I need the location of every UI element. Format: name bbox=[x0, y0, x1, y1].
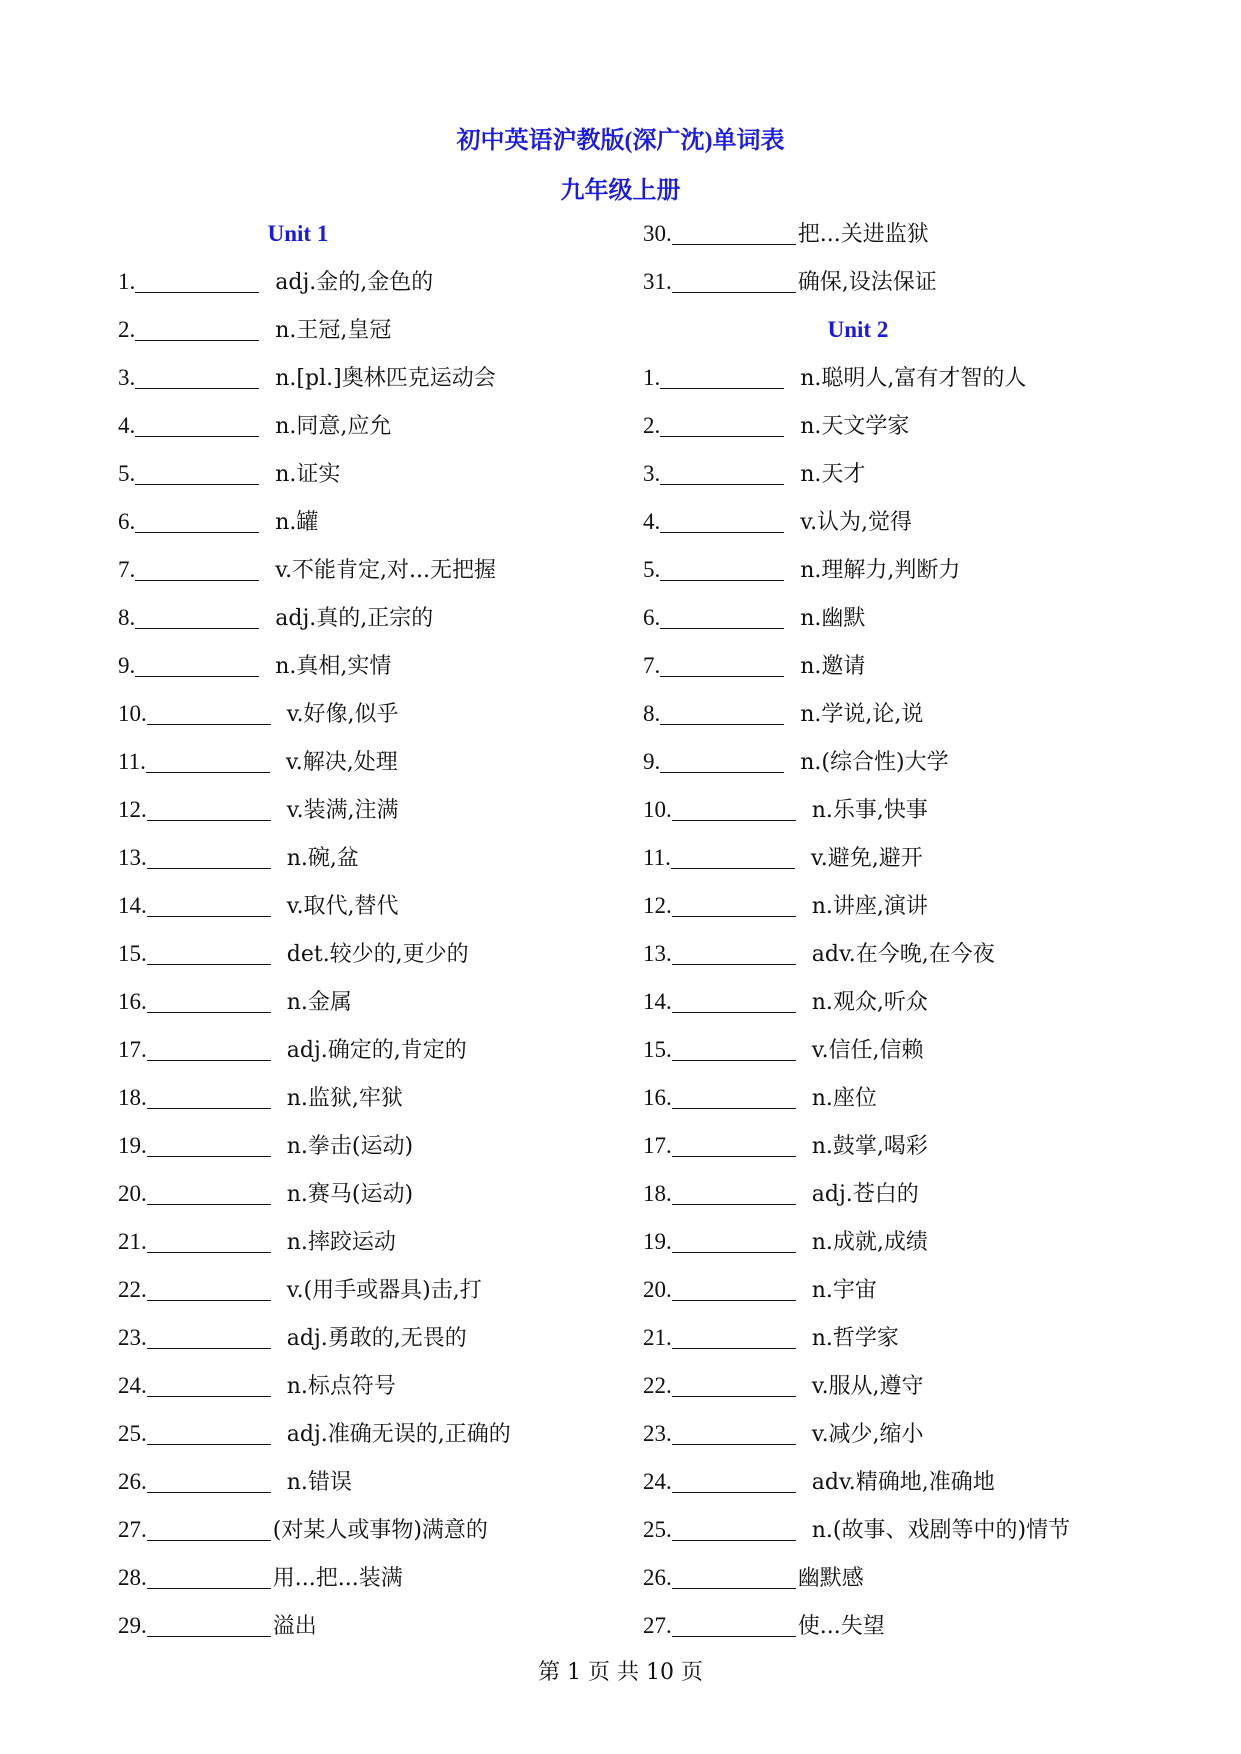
page-subtitle: 九年级上册 bbox=[560, 178, 681, 204]
vocab-item bbox=[643, 1218, 1073, 1266]
answer-blank[interactable] bbox=[660, 358, 784, 389]
item-definition: n.邀请 bbox=[800, 654, 866, 679]
vocab-item bbox=[643, 738, 1073, 786]
vocab-item bbox=[118, 306, 511, 354]
item-number: 13. bbox=[643, 941, 672, 966]
item-definition: n.天才 bbox=[800, 462, 866, 487]
vocab-item bbox=[643, 498, 1073, 546]
item-number: 2. bbox=[118, 317, 136, 342]
answer-blank[interactable] bbox=[147, 790, 271, 821]
item-definition: adj.准确无误的,正确的 bbox=[286, 1422, 511, 1447]
item-definition: n.鼓掌,喝彩 bbox=[811, 1134, 928, 1159]
item-definition: v.取代,替代 bbox=[286, 894, 399, 919]
answer-blank[interactable] bbox=[147, 1606, 271, 1637]
item-number: 9. bbox=[643, 749, 661, 774]
item-number: 3. bbox=[118, 365, 136, 390]
answer-blank[interactable] bbox=[672, 1462, 796, 1493]
answer-blank[interactable] bbox=[135, 598, 259, 629]
item-definition: 幽默感 bbox=[797, 1566, 864, 1591]
vocab-item bbox=[643, 1410, 1073, 1458]
vocab-item bbox=[643, 1170, 1073, 1218]
answer-blank[interactable] bbox=[660, 646, 784, 677]
answer-blank[interactable] bbox=[147, 1126, 271, 1157]
item-number: 6. bbox=[643, 605, 661, 630]
item-number: 12. bbox=[118, 797, 147, 822]
item-number: 5. bbox=[643, 557, 661, 582]
vocab-item bbox=[118, 978, 511, 1026]
item-definition: n.同意,应允 bbox=[275, 414, 392, 439]
vocab-item bbox=[643, 1074, 1073, 1122]
item-definition: v.装满,注满 bbox=[286, 798, 399, 823]
item-definition: n.聪明人,富有才智的人 bbox=[800, 366, 1027, 391]
item-definition: v.减少,缩小 bbox=[811, 1422, 924, 1447]
item-definition: n.成就,成绩 bbox=[811, 1230, 928, 1255]
answer-blank[interactable] bbox=[135, 454, 259, 485]
vocab-item bbox=[643, 834, 1073, 882]
vocab-item bbox=[643, 978, 1073, 1026]
answer-blank[interactable] bbox=[147, 1558, 271, 1589]
item-definition: n.理解力,判断力 bbox=[800, 558, 961, 583]
item-definition: 用...把...装满 bbox=[272, 1566, 403, 1591]
answer-blank[interactable] bbox=[147, 1414, 271, 1445]
vocab-item bbox=[118, 930, 511, 978]
item-number: 19. bbox=[118, 1133, 147, 1158]
answer-blank[interactable] bbox=[147, 1366, 271, 1397]
item-definition: adj.确定的,肯定的 bbox=[286, 1038, 467, 1063]
answer-blank[interactable] bbox=[672, 214, 796, 245]
answer-blank[interactable] bbox=[672, 934, 796, 965]
item-definition: n.监狱,牢狱 bbox=[286, 1086, 403, 1111]
item-definition: n.金属 bbox=[286, 990, 352, 1015]
item-number: 20. bbox=[118, 1181, 147, 1206]
answer-blank[interactable] bbox=[672, 1510, 796, 1541]
item-definition: n.天文学家 bbox=[800, 414, 910, 439]
vocab-item bbox=[643, 882, 1073, 930]
item-definition: n.座位 bbox=[811, 1086, 877, 1111]
item-definition: n.观众,听众 bbox=[811, 990, 928, 1015]
answer-blank[interactable] bbox=[660, 694, 784, 725]
unit-heading-label: Unit 2 bbox=[827, 317, 889, 342]
answer-blank[interactable] bbox=[147, 1030, 271, 1061]
vocab-item bbox=[643, 1506, 1073, 1554]
vocab-item bbox=[643, 930, 1073, 978]
vocab-item bbox=[643, 1554, 1073, 1602]
vocab-item bbox=[643, 1602, 1073, 1650]
vocab-item bbox=[118, 642, 511, 690]
item-number: 26. bbox=[118, 1469, 147, 1494]
item-number: 15. bbox=[643, 1037, 672, 1062]
item-definition: 溢出 bbox=[272, 1614, 317, 1639]
vocab-item bbox=[643, 642, 1073, 690]
answer-blank[interactable] bbox=[672, 1414, 796, 1445]
vocab-item bbox=[118, 882, 511, 930]
answer-blank[interactable] bbox=[135, 406, 259, 437]
answer-blank[interactable] bbox=[147, 1174, 271, 1205]
left-column bbox=[118, 210, 511, 1650]
item-definition: n.王冠,皇冠 bbox=[275, 318, 392, 343]
answer-blank[interactable] bbox=[672, 1270, 796, 1301]
item-number: 16. bbox=[643, 1085, 672, 1110]
vocab-item bbox=[643, 450, 1073, 498]
answer-blank[interactable] bbox=[147, 1318, 271, 1349]
unit-heading bbox=[643, 306, 1073, 354]
item-number: 11. bbox=[118, 749, 146, 774]
answer-blank[interactable] bbox=[135, 262, 259, 293]
answer-blank[interactable] bbox=[147, 694, 271, 725]
item-number: 17. bbox=[118, 1037, 147, 1062]
answer-blank[interactable] bbox=[672, 1078, 796, 1109]
vocab-item bbox=[118, 258, 511, 306]
answer-blank[interactable] bbox=[672, 1606, 796, 1637]
item-definition: v.解决,处理 bbox=[285, 750, 398, 775]
answer-blank[interactable] bbox=[135, 550, 259, 581]
item-definition: n.证实 bbox=[275, 462, 341, 487]
vocab-item bbox=[643, 786, 1073, 834]
item-number: 2. bbox=[643, 413, 661, 438]
item-number: 23. bbox=[118, 1325, 147, 1350]
item-definition: adj.勇敢的,无畏的 bbox=[286, 1326, 467, 1351]
item-number: 29. bbox=[118, 1613, 147, 1638]
answer-blank[interactable] bbox=[672, 886, 796, 917]
vocab-item bbox=[643, 546, 1073, 594]
vocab-item bbox=[643, 1362, 1073, 1410]
answer-blank[interactable] bbox=[660, 454, 784, 485]
page-footer: 第 1 页 共 10 页 bbox=[538, 1660, 703, 1685]
vocab-item bbox=[643, 210, 1073, 258]
item-definition: adj.金的,金色的 bbox=[275, 270, 434, 295]
item-number: 13. bbox=[118, 845, 147, 870]
item-number: 20. bbox=[643, 1277, 672, 1302]
vocab-item bbox=[118, 1362, 511, 1410]
item-definition: n.哲学家 bbox=[811, 1326, 899, 1351]
item-number: 21. bbox=[643, 1325, 672, 1350]
item-definition: n.宇宙 bbox=[811, 1278, 877, 1303]
item-definition: n.(故事、戏剧等中的)情节 bbox=[811, 1518, 1071, 1543]
vocab-item bbox=[643, 690, 1073, 738]
item-definition: n.[pl.]奥林匹克运动会 bbox=[275, 366, 496, 391]
item-number: 11. bbox=[643, 845, 671, 870]
item-definition: v.服从,遵守 bbox=[811, 1374, 924, 1399]
item-number: 27. bbox=[118, 1517, 147, 1542]
item-number: 4. bbox=[118, 413, 136, 438]
vocab-item bbox=[118, 690, 511, 738]
vocab-item bbox=[118, 1410, 511, 1458]
vocab-item bbox=[118, 1602, 511, 1650]
vocab-item bbox=[118, 498, 511, 546]
answer-blank[interactable] bbox=[135, 310, 259, 341]
right-column bbox=[643, 210, 1073, 1650]
vocab-item bbox=[118, 1218, 511, 1266]
item-number: 24. bbox=[118, 1373, 147, 1398]
answer-blank[interactable] bbox=[147, 886, 271, 917]
item-definition: n.摔跤运动 bbox=[286, 1230, 396, 1255]
answer-blank[interactable] bbox=[135, 646, 259, 677]
item-number: 10. bbox=[643, 797, 672, 822]
answer-blank[interactable] bbox=[135, 502, 259, 533]
item-definition: v.好像,似乎 bbox=[286, 702, 399, 727]
item-definition: adj.真的,正宗的 bbox=[275, 606, 434, 631]
answer-blank[interactable] bbox=[147, 838, 271, 869]
item-number: 7. bbox=[643, 653, 661, 678]
vocab-item bbox=[118, 1506, 511, 1554]
item-number: 30. bbox=[643, 221, 672, 246]
item-definition: n.拳击(运动) bbox=[286, 1134, 414, 1159]
item-number: 8. bbox=[118, 605, 136, 630]
item-number: 21. bbox=[118, 1229, 147, 1254]
item-number: 31. bbox=[643, 269, 672, 294]
vocab-item bbox=[643, 594, 1073, 642]
vocab-item bbox=[643, 1122, 1073, 1170]
item-definition: (对某人或事物)满意的 bbox=[272, 1518, 488, 1543]
answer-blank[interactable] bbox=[672, 1126, 796, 1157]
answer-blank[interactable] bbox=[147, 1078, 271, 1109]
item-definition: 确保,设法保证 bbox=[797, 270, 937, 295]
item-number: 8. bbox=[643, 701, 661, 726]
item-number: 24. bbox=[643, 1469, 672, 1494]
answer-blank[interactable] bbox=[147, 1462, 271, 1493]
answer-blank[interactable] bbox=[672, 790, 796, 821]
item-number: 25. bbox=[118, 1421, 147, 1446]
vocab-item bbox=[643, 1266, 1073, 1314]
item-definition: n.罐 bbox=[275, 510, 319, 535]
item-definition: v.信任,信赖 bbox=[811, 1038, 924, 1063]
item-definition: adv.精确地,准确地 bbox=[811, 1470, 995, 1495]
vocab-item bbox=[118, 1458, 511, 1506]
item-number: 22. bbox=[118, 1277, 147, 1302]
vocab-item bbox=[118, 450, 511, 498]
item-number: 22. bbox=[643, 1373, 672, 1398]
vocab-item bbox=[118, 1170, 511, 1218]
vocab-item bbox=[118, 546, 511, 594]
vocab-item bbox=[643, 1314, 1073, 1362]
vocab-item bbox=[118, 1314, 511, 1362]
answer-blank[interactable] bbox=[672, 1030, 796, 1061]
vocab-item bbox=[118, 1026, 511, 1074]
item-number: 7. bbox=[118, 557, 136, 582]
answer-blank[interactable] bbox=[672, 1174, 796, 1205]
item-definition: n.碗,盆 bbox=[286, 846, 359, 871]
vocab-item bbox=[118, 738, 511, 786]
answer-blank[interactable] bbox=[147, 1270, 271, 1301]
page-title: 初中英语沪教版(深广沈)单词表 bbox=[456, 128, 785, 154]
answer-blank[interactable] bbox=[147, 982, 271, 1013]
item-number: 5. bbox=[118, 461, 136, 486]
vocab-item bbox=[118, 786, 511, 834]
answer-blank[interactable] bbox=[147, 1510, 271, 1541]
item-number: 14. bbox=[643, 989, 672, 1014]
unit-heading-label: Unit 1 bbox=[267, 221, 329, 246]
answer-blank[interactable] bbox=[146, 742, 270, 773]
item-number: 25. bbox=[643, 1517, 672, 1542]
vocab-item bbox=[118, 1122, 511, 1170]
answer-blank[interactable] bbox=[672, 982, 796, 1013]
vocab-item bbox=[118, 834, 511, 882]
item-number: 10. bbox=[118, 701, 147, 726]
item-number: 3. bbox=[643, 461, 661, 486]
item-definition: n.标点符号 bbox=[286, 1374, 396, 1399]
item-definition: 把...关进监狱 bbox=[797, 222, 929, 247]
vocab-item bbox=[118, 1074, 511, 1122]
item-number: 17. bbox=[643, 1133, 672, 1158]
vocab-item bbox=[643, 258, 1073, 306]
vocab-item bbox=[643, 1026, 1073, 1074]
item-definition: adj.苍白的 bbox=[811, 1182, 919, 1207]
item-number: 9. bbox=[118, 653, 136, 678]
answer-blank[interactable] bbox=[660, 502, 784, 533]
vocab-item bbox=[118, 402, 511, 450]
answer-blank[interactable] bbox=[660, 598, 784, 629]
item-definition: v.避免,避开 bbox=[810, 846, 923, 871]
item-number: 14. bbox=[118, 893, 147, 918]
item-definition: n.幽默 bbox=[800, 606, 866, 631]
answer-blank[interactable] bbox=[147, 934, 271, 965]
answer-blank[interactable] bbox=[660, 406, 784, 437]
item-definition: 使...失望 bbox=[797, 1614, 885, 1639]
item-number: 16. bbox=[118, 989, 147, 1014]
item-definition: n.真相,实情 bbox=[275, 654, 392, 679]
item-number: 26. bbox=[643, 1565, 672, 1590]
vocab-item bbox=[643, 402, 1073, 450]
vocab-item bbox=[643, 1458, 1073, 1506]
item-number: 23. bbox=[643, 1421, 672, 1446]
answer-blank[interactable] bbox=[672, 1318, 796, 1349]
item-number: 4. bbox=[643, 509, 661, 534]
item-definition: n.讲座,演讲 bbox=[811, 894, 928, 919]
item-definition: v.(用手或器具)击,打 bbox=[286, 1278, 482, 1303]
vocab-item bbox=[118, 594, 511, 642]
answer-blank[interactable] bbox=[671, 838, 795, 869]
item-number: 19. bbox=[643, 1229, 672, 1254]
item-number: 6. bbox=[118, 509, 136, 534]
item-number: 1. bbox=[643, 365, 661, 390]
item-number: 28. bbox=[118, 1565, 147, 1590]
answer-blank[interactable] bbox=[672, 262, 796, 293]
item-number: 18. bbox=[643, 1181, 672, 1206]
item-number: 27. bbox=[643, 1613, 672, 1638]
item-definition: n.赛马(运动) bbox=[286, 1182, 414, 1207]
item-definition: v.认为,觉得 bbox=[800, 510, 913, 535]
vocab-item bbox=[118, 354, 511, 402]
item-number: 15. bbox=[118, 941, 147, 966]
item-definition: v.不能肯定,对...无把握 bbox=[275, 558, 497, 583]
vocab-item bbox=[643, 354, 1073, 402]
item-definition: adv.在今晚,在今夜 bbox=[811, 942, 995, 967]
item-definition: n.(综合性)大学 bbox=[800, 750, 949, 775]
item-definition: n.学说,论,说 bbox=[800, 702, 924, 727]
answer-blank[interactable] bbox=[672, 1222, 796, 1253]
item-definition: n.错误 bbox=[286, 1470, 352, 1495]
item-definition: det.较少的,更少的 bbox=[286, 942, 469, 967]
item-number: 12. bbox=[643, 893, 672, 918]
answer-blank[interactable] bbox=[660, 742, 784, 773]
answer-blank[interactable] bbox=[135, 358, 259, 389]
unit-heading bbox=[118, 210, 511, 258]
item-definition: n.乐事,快事 bbox=[811, 798, 928, 823]
vocab-item bbox=[118, 1266, 511, 1314]
item-number: 18. bbox=[118, 1085, 147, 1110]
item-number: 1. bbox=[118, 269, 136, 294]
answer-blank[interactable] bbox=[147, 1222, 271, 1253]
answer-blank[interactable] bbox=[672, 1558, 796, 1589]
answer-blank[interactable] bbox=[672, 1366, 796, 1397]
answer-blank[interactable] bbox=[660, 550, 784, 581]
vocab-item bbox=[118, 1554, 511, 1602]
